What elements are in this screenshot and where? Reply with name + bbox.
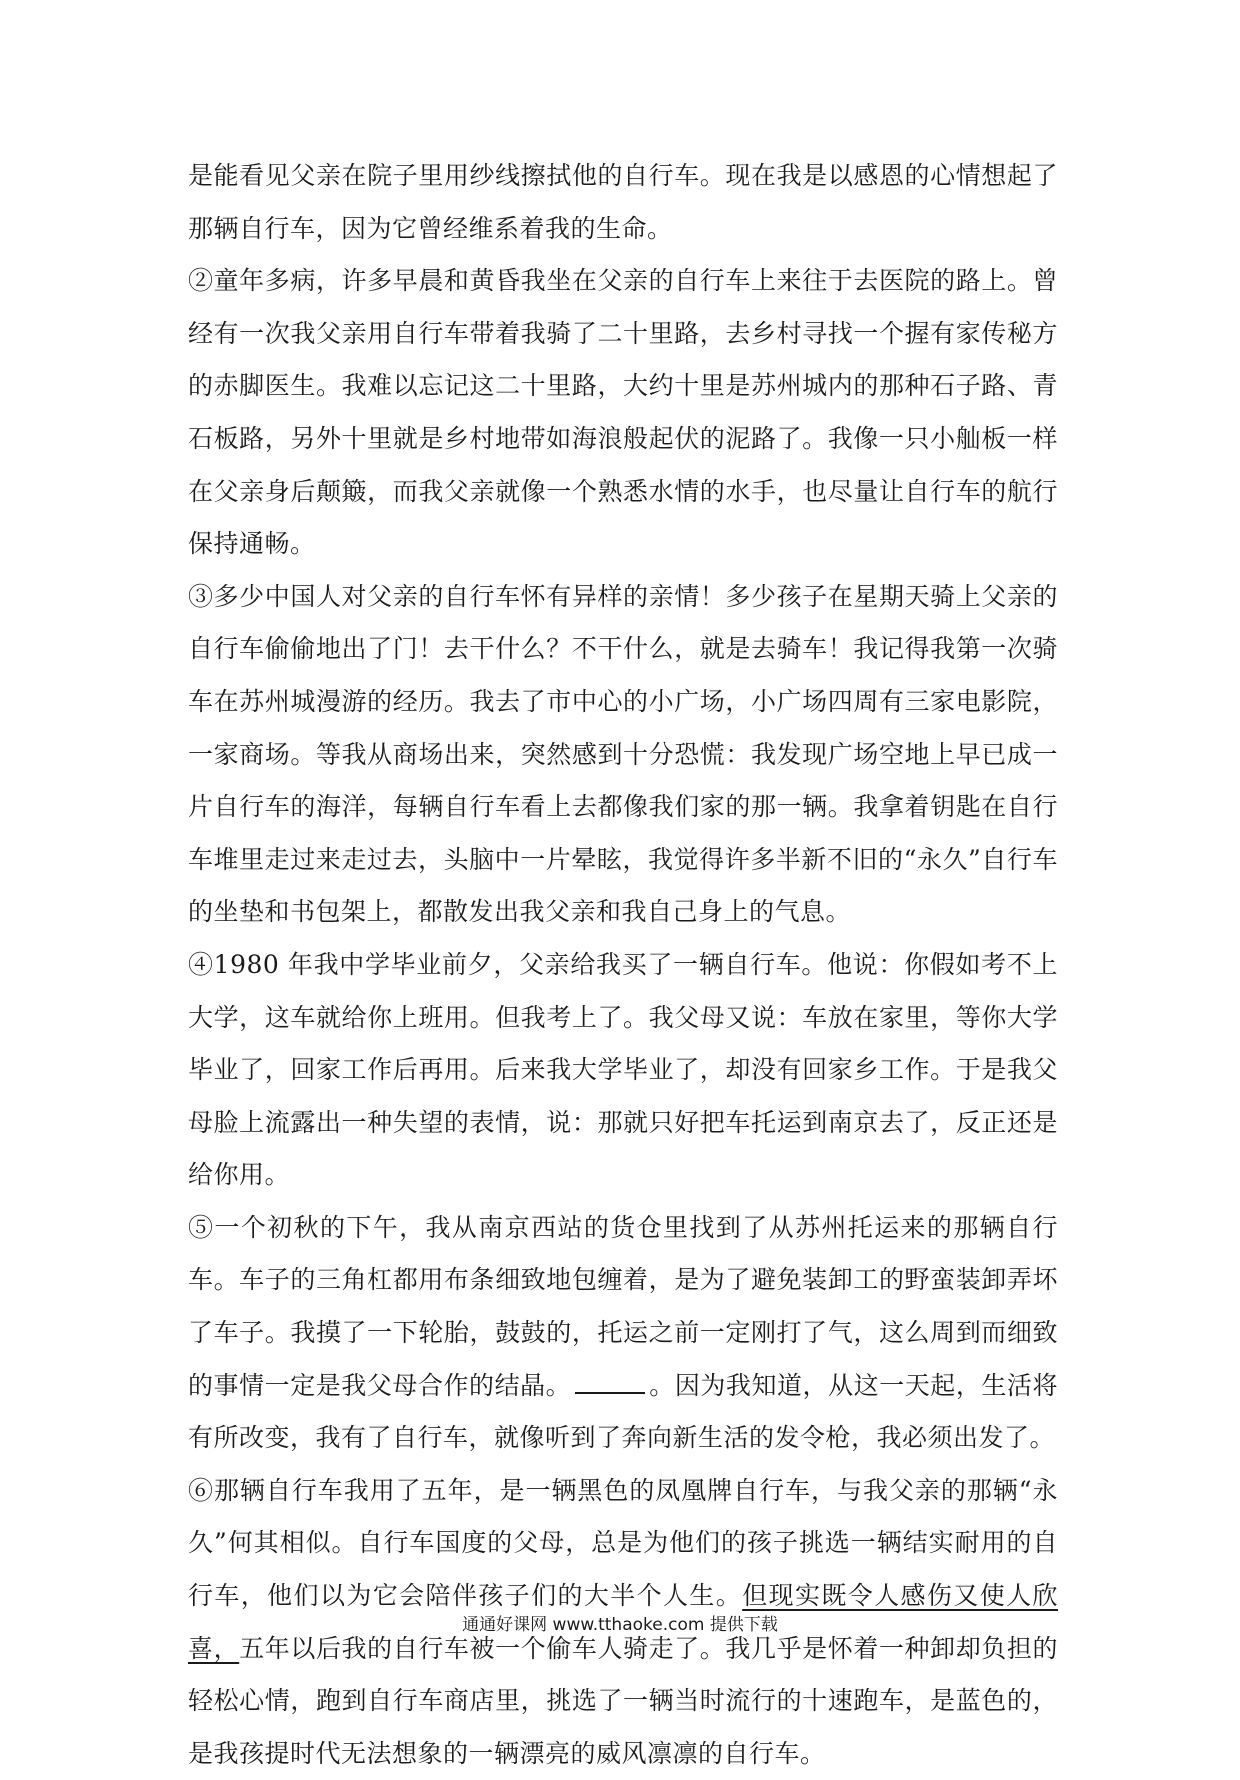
paragraph-5-before: ⑤一个初秋的下午，我从南京西站的货仓里找到了从苏州托运来的那辆自行车。车子的三角杠都用布条细致地包缠着，是为了避免装卸工的野蛮装卸弄坏了车子。我摸了一下轮胎，鼓鼓的，托运之前一定刚打了气，这么周到而细致的事情一定是我父母合作的结晶。 xyxy=(188,1212,1058,1400)
underlined-sentence: 但现实既令人感伤又使人欣喜， xyxy=(188,1581,1058,1663)
paragraph-5 xyxy=(188,1202,1058,1465)
paragraph-6-before: ⑥那辆自行车我用了五年，是一辆黑色的凤凰牌自行车，与我父亲的那辆“永久”何其相似。自行车国度的父母，总是为他们的孩子挑选一辆结实耐用的自行车，他们以为它会陪伴孩子们的大半个人生。 xyxy=(188,1475,1058,1611)
paragraph-2: ②童年多病，许多早晨和黄昏我坐在父亲的自行车上来往于去医院的路上。曾经有一次我父亲用自行车带着我骑了二十里路，去乡村寻找一个握有家传秘方的赤脚医生。我难以忘记这二十里路，大约十里是苏州城内的那种石子路、青石板路，另外十里就是乡村地带如海浪般起伏的泥路了。我像一只小舢板一样在父亲身后颠簸，而我父亲就像一个熟悉水情的水手，也尽量让自行车的航行保持通畅。 xyxy=(188,266,1058,559)
paragraph-4: ④1980 年我中学毕业前夕，父亲给我买了一辆自行车。他说：你假如考不上大学，这车就给你上班用。但我考上了。我父母又说：车放在家里，等你大学毕业了，回家工作后再用。后来我大学毕业了，却没有回家乡工作。于是我父母脸上流露出一种失望的表情，说：那就只好把车托运到南京去了，反正还是给你用。 xyxy=(188,949,1058,1190)
document-body xyxy=(188,150,1058,1780)
paragraph-3: ③多少中国人对父亲的自行车怀有异样的亲情！多少孩子在星期天骑上父亲的自行车偷偷地出了门！去干什么？不干什么，就是去骑车！我记得我第一次骑车在苏州城漫游的经历。我去了市中心的小广场，小广场四周有三家电影院，一家商场。等我从商场出来，突然感到十分恐慌：我发现广场空地上早已成一片自行车的海洋，每辆自行车看上去都像我们家的那一辆。我拿着钥匙在自行车堆里走过来走过去，头脑中一片晕眩，我觉得许多半新不旧的“永久”自行车的坐垫和书包架上，都散发出我父亲和我自己身上的气息。 xyxy=(188,581,1058,927)
paragraph-6-after: 五年以后我的自行车被一个偷车人骑走了。我几乎是怀着一种卸却负担的轻松心情，跑到自行车商店里，挑选了一辆当时流行的十速跑车，是蓝色的，是我孩提时代无法想象的一辆漂亮的威风凛凛的自行车。 xyxy=(188,1633,1058,1768)
footer-watermark: 通通好课网 www.tthaoke.com 提供下载 xyxy=(462,1615,778,1635)
paragraph-5-after: 。因为我知道，从这一天起，生活将有所改变，我有了自行车，就像听到了奔向新生活的发令枪，我必须出发了。 xyxy=(188,1370,1058,1453)
fill-in-blank xyxy=(575,1368,645,1394)
paragraph-1: 是能看见父亲在院子里用纱线擦拭他的自行车。现在我是以感恩的心情想起了那辆自行车，因为它曾经维系着我的生命。 xyxy=(188,161,1058,243)
